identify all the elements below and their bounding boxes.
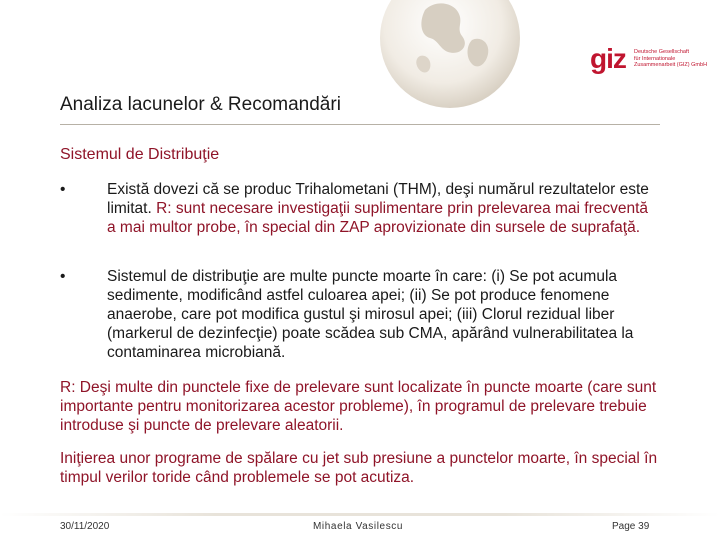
logo-line-2: für Internationale: [634, 55, 676, 62]
bullet-text: [107, 180, 660, 237]
footer-author: Mihaela Vasilescu: [313, 521, 404, 532]
bullet-finding: Sistemul de distribuţie are multe puncte moarte în care: (i) Se pot acumula sedimente, modificând astfel culoarea apei; (ii) Se pot produce fenomene anaerobe, care pot modifica gustul şi mirosul apei; (iii) Clorul rezidual liber (markerul de dezinfecţie) poate scădea sub CMA, apărând vulnerabilitatea la contaminarea microbiană.: [107, 268, 634, 361]
bullet-marker: •: [60, 268, 66, 285]
logo-mark: giz: [590, 43, 626, 74]
bullet-item-1: [60, 180, 660, 237]
recommendation-paragraph: R: Deşi multe din punctele fixe de prelevare sunt localizate în puncte moarte (care sunt importante pentru monitorizarea acestor probleme), în programul de prelevare trebuie introduse şi puncte de prelevare aleatorii.: [60, 379, 657, 434]
logo-line-1: Deutsche Gesellschaft: [634, 49, 690, 55]
giz-logo: [590, 44, 710, 78]
footer-date: 30/11/2020: [60, 521, 110, 532]
bullet-recommendation: R: sunt necesare investigaţii suplimentare prin prelevarea mai frecventă a mai multor probe, în special din ZAP aprovizionate din sursele de suprafaţă.: [107, 200, 649, 236]
slide-title: Analiza lacunelor & Recomandări: [60, 94, 341, 115]
recommendation-paragraph: Iniţierea unor programe de spălare cu jet sub presiune a punctelor moarte, în special în timpul verilor toride când problemele se pot acutiza.: [60, 450, 658, 486]
footer-page-number: Page 39: [612, 521, 650, 532]
bullet-item-2: [60, 267, 660, 362]
logo-line-3: Zusammenarbeit (GIZ) GmbH: [634, 62, 708, 68]
logo-text: [634, 49, 707, 69]
bullet-text: [107, 267, 660, 362]
section-subtitle: Sistemul de Distribuţie: [60, 146, 220, 163]
footer-divider: [0, 513, 720, 516]
title-divider: [60, 124, 660, 125]
bullet-finding: Există dovezi că se produc Trihalometani (THM), deşi numărul rezultatelor este limitat.: [107, 181, 649, 217]
bullet-marker: •: [60, 181, 66, 198]
globe-graphic: [360, 0, 520, 110]
